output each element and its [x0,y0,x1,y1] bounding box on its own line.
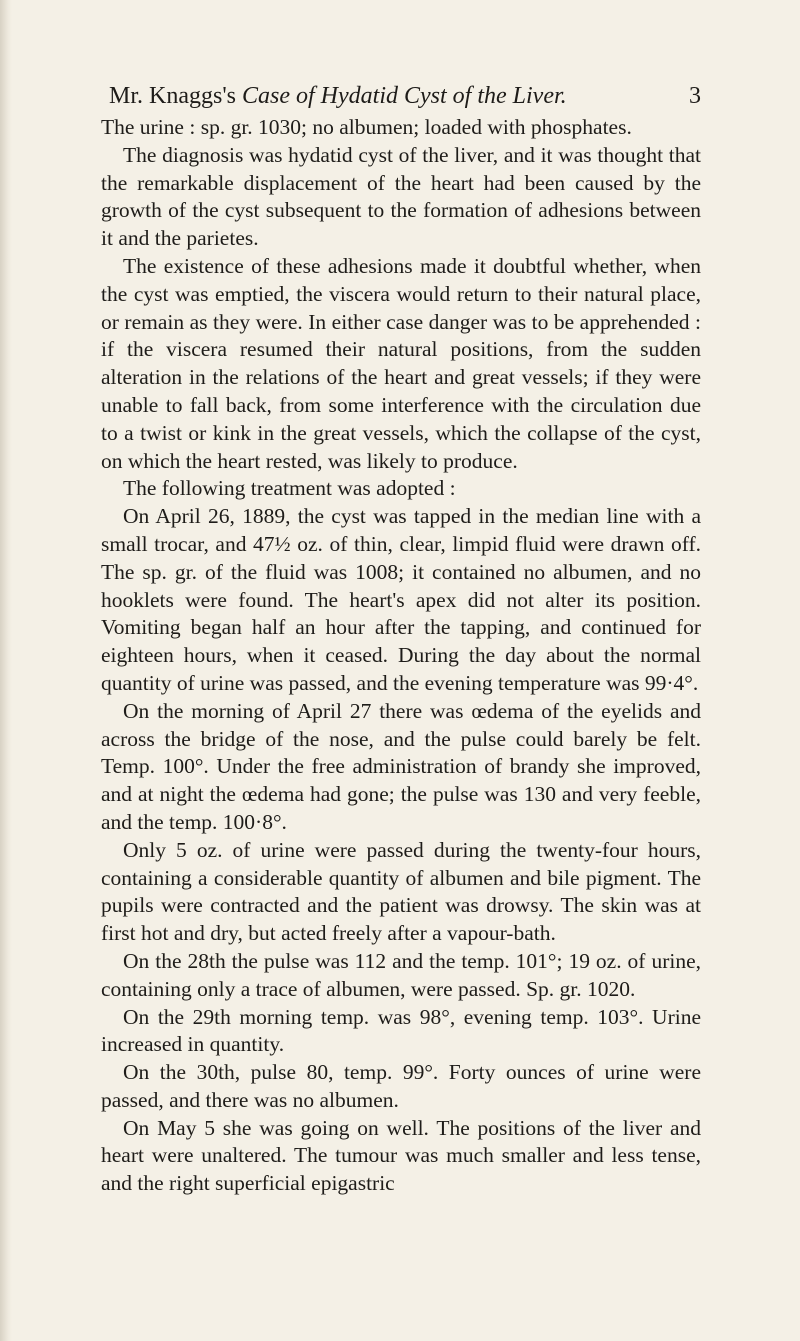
body-text [101,114,701,1198]
running-header [101,80,701,112]
page-edge-shadow [0,0,12,1341]
paragraph-april-29: On the 29th morning temp. was 98°, evening temp. 103°. Urine increased in quantity. [101,1004,701,1057]
paragraph-urine-output: Only 5 oz. of urine were passed during the twenty-four hours, containing a considerable quantity of albumen and bile pigment. The pupils were contracted and the patient was drowsy. The skin was at first hot and dry, but acted freely after a vapour-bath. [101,837,701,946]
paragraph-treatment-intro: The following treatment was adopted : [123,476,456,501]
paragraph-may-5: On May 5 she was going on well. The positions of the liver and heart were unaltered. The tumour was much smaller and less tense, and the right superficial epigastric [101,1115,701,1196]
running-title [109,80,567,112]
paragraph-urine: The urine : sp. gr. 1030; no albumen; loaded with phosphates. [101,115,632,139]
paragraph-april-30: On the 30th, pulse 80, temp. 99°. Forty ounces of urine were passed, and there was no albumen. [101,1060,701,1112]
header-article-title: Case of Hydatid Cyst of the Liver. [242,83,567,109]
paragraph-april-27: On the morning of April 27 there was œdema of the eyelids and across the bridge of the nose, and the pulse could barely be felt. Temp. 100°. Under the free administration of brandy she improved, and at night the œdema had gone; the pulse was 130 and very feeble, and the temp. 100·8°. [101,698,701,834]
paragraph-april-26: On April 26, 1889, the cyst was tapped in the median line with a small trocar, and 47½ oz. of thin, clear, limpid fluid were drawn off. The sp. gr. of the fluid was 1008; it contained no albumen, and no hooklets were found. The heart's apex did not alter its position. Vomiting began half an hour after the tapping, and continued for eighteen hours, when it ceased. During the day about the normal quantity of urine was passed, and the evening temperature was 99·4°. [101,504,701,695]
paragraph-diagnosis: The diagnosis was hydatid cyst of the liver, and it was thought that the remarkable displacement of the heart had been caused by the growth of the cyst subsequent to the formation of adhesions between it and the parietes. [101,142,701,251]
book-page [101,80,701,1198]
paragraph-adhesions: The existence of these adhesions made it doubtful whether, when the cyst was emptied, the viscera would return to their natural place, or remain as they were. In either case danger was to be apprehended : if the viscera resumed their natural positions, from the sudden alteration in the relations of the heart and great vessels; if they were unable to fall back, from some interference with the circulation due to a twist or kink in the great vessels, which the collapse of the cyst, on which the heart rested, was likely to produce. [101,253,701,473]
header-author: Mr. Knaggs's [109,83,236,109]
paragraph-april-28: On the 28th the pulse was 112 and the temp. 101°; 19 oz. of urine, containing only a trace of albumen, were passed. Sp. gr. 1020. [101,948,701,1001]
page-number: 3 [689,83,701,109]
